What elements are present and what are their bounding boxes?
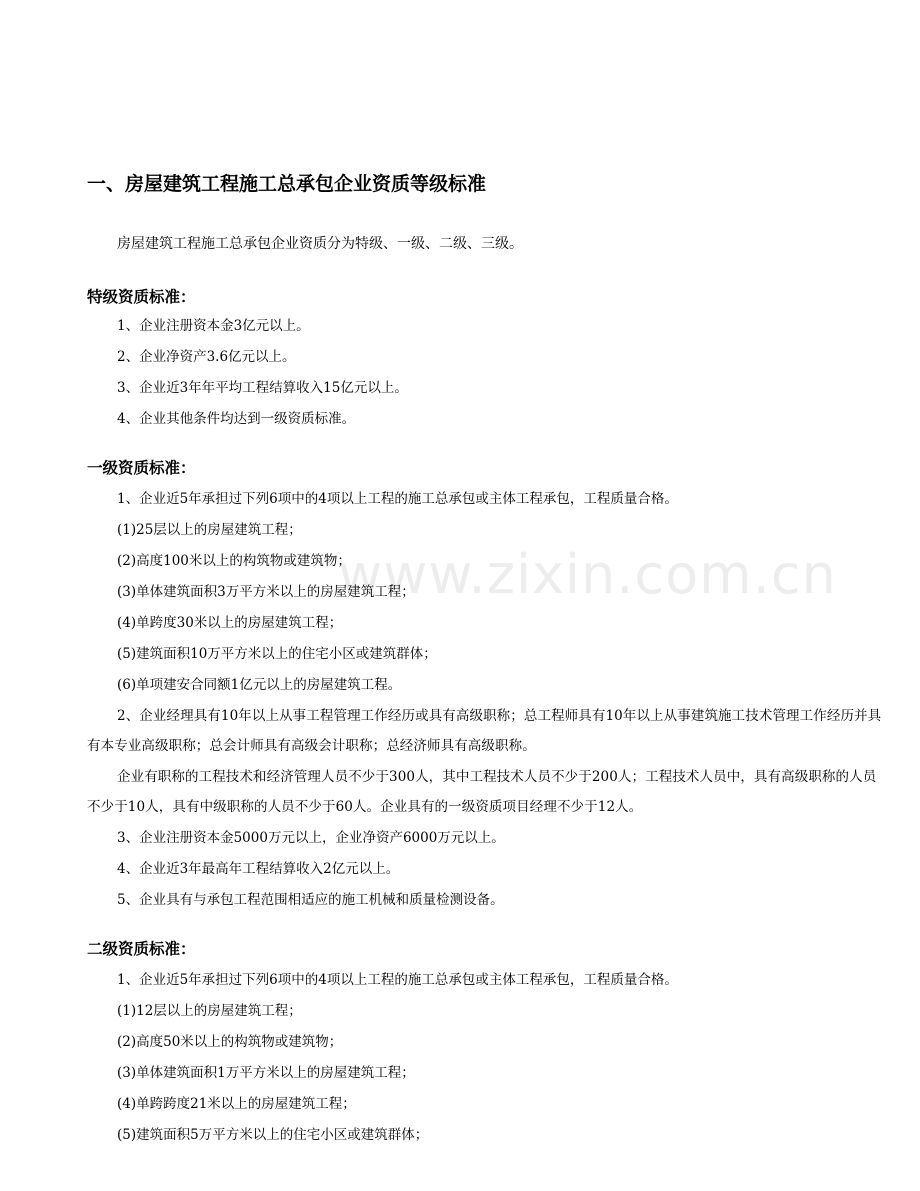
special-grade-item-4: 4、企业其他条件均达到一级资质标准。 [117,411,356,427]
grade-one-item-2: 2、企业经理具有10年以上从事工程管理工作经历或具有高级职称；总工程师具有10年以上从事建筑施工技术管理工作经历并具有本专业高级职称；总会计师具有高级会计职称；总经济师具有高级职称。 [87,708,882,754]
intro-paragraph: 房屋建筑工程施工总承包企业资质分为特级、一级、二级、三级。 [117,236,523,252]
grade-one-item-2-continued: 企业有职称的工程技术和经济管理人员不少于300人，其中工程技术人员不少于200人；工程技术人员中，具有高级职称的人员不少于10人，具有中级职称的人员不少于60人。企业具有的一级资质项目经理不少于12人。 [87,769,877,815]
grade-two-sub-item-5: (5)建筑面积5万平方米以上的住宅小区或建筑群体； [117,1127,429,1143]
special-grade-item-1: 1、企业注册资本金3亿元以上。 [117,318,310,334]
section-heading-grade-two: 二级资质标准： [87,940,196,958]
watermark: www.zixin.com.cn [338,543,837,606]
grade-one-item-5: 5、企业具有与承包工程范围相适应的施工机械和质量检测设备。 [117,892,504,908]
grade-two-item-1: 1、企业近5年承担过下列6项中的4项以上工程的施工总承包或主体工程承包，工程质量合格。 [117,972,678,988]
grade-one-item-3: 3、企业注册资本金5000万元以上，企业净资产6000万元以上。 [117,830,505,846]
section-heading-special-grade: 特级资质标准： [87,288,196,306]
section-heading-grade-one: 一级资质标准： [87,459,196,477]
grade-two-sub-item-4: (4)单跨跨度21米以上的房屋建筑工程； [117,1096,356,1112]
document-title: 一、房屋建筑工程施工总承包企业资质等级标准 [87,173,487,195]
special-grade-item-2: 2、企业净资产3.6亿元以上。 [117,349,296,365]
grade-two-sub-item-2: (2)高度50米以上的构筑物或建筑物； [117,1034,343,1050]
grade-one-sub-item-4: (4)单跨度30米以上的房屋建筑工程； [117,615,343,631]
grade-one-item-1: 1、企业近5年承担过下列6项中的4项以上工程的施工总承包或主体工程承包，工程质量合格。 [117,491,678,507]
grade-one-sub-item-5: (5)建筑面积10万平方米以上的住宅小区或建筑群体； [117,646,437,662]
special-grade-item-3: 3、企业近3年年平均工程结算收入15亿元以上。 [117,380,408,396]
grade-one-sub-item-6: (6)单项建安合同额1亿元以上的房屋建筑工程。 [117,677,402,693]
grade-one-item-4: 4、企业近3年最高年工程结算收入2亿元以上。 [117,861,400,877]
grade-one-sub-item-3: (3)单体建筑面积3万平方米以上的房屋建筑工程； [117,584,415,600]
grade-two-sub-item-3: (3)单体建筑面积1万平方米以上的房屋建筑工程； [117,1065,415,1081]
grade-one-sub-item-2: (2)高度100米以上的构筑物或建筑物； [117,553,351,569]
grade-two-sub-item-1: (1)12层以上的房屋建筑工程； [117,1003,302,1019]
grade-one-sub-item-1: (1)25层以上的房屋建筑工程； [117,522,302,538]
